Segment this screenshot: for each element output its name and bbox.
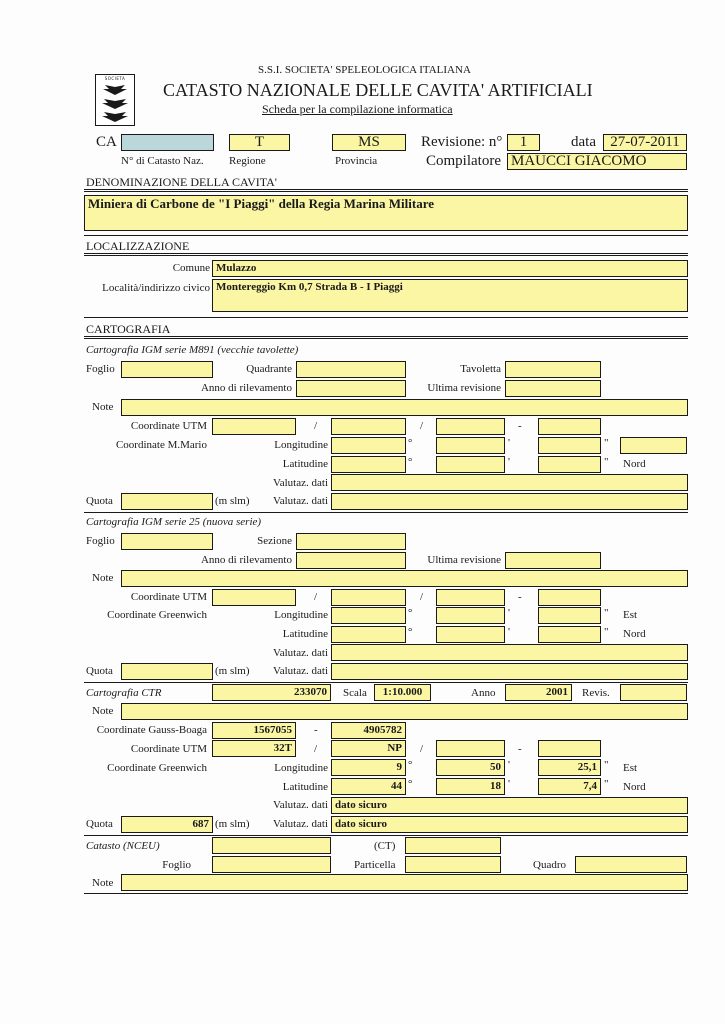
cartografia-heading: CARTOGRAFIA	[86, 322, 171, 336]
nceu-note-field[interactable]	[121, 874, 688, 891]
divider	[84, 682, 688, 683]
logo-text: SOCIETA	[104, 76, 126, 81]
ctr-scala-field[interactable]: 1:10.000	[374, 684, 431, 701]
ca-label: CA	[96, 134, 117, 150]
ctr-long-deg-field[interactable]: 9	[331, 759, 406, 776]
igm25-nord-label: Nord	[623, 628, 646, 640]
divider	[84, 253, 688, 256]
igm25-long-deg-field[interactable]	[331, 607, 406, 624]
igm25-est-label: Est	[623, 609, 638, 621]
igm891-valutaz-label: Valutaz. dati	[273, 477, 328, 489]
ctr-revis-label: Revis.	[582, 687, 610, 699]
igm891-long-min-field[interactable]	[436, 437, 505, 454]
igm891-title: Cartografia IGM serie M891 (vecchie tavolette)	[86, 344, 299, 356]
igm891-utm-x-field[interactable]	[436, 418, 505, 435]
ctr-title: Cartografia CTR	[86, 687, 162, 699]
igm25-utm-y-field[interactable]	[538, 589, 601, 606]
ctr-revis-field[interactable]	[620, 684, 687, 701]
ctr-note-label: Note	[92, 705, 114, 717]
igm25-valutaz2-field[interactable]	[331, 663, 688, 680]
igm25-utm-band-field[interactable]	[331, 589, 406, 606]
nceu-foglio-field[interactable]	[212, 856, 331, 873]
nceu-field[interactable]	[212, 837, 331, 854]
igm25-long-min-field[interactable]	[436, 607, 505, 624]
slash-sep: /	[314, 591, 318, 603]
igm891-utm-band-field[interactable]	[331, 418, 406, 435]
igm891-nord-label: Nord	[623, 458, 646, 470]
igm25-foglio-label: Foglio	[86, 535, 115, 547]
ctr-anno-field[interactable]: 2001	[505, 684, 572, 701]
igm891-quadrante-field[interactable]	[296, 361, 406, 378]
nceu-note-label: Note	[92, 877, 114, 889]
ctr-valutaz-label: Valutaz. dati	[273, 799, 328, 811]
nceu-quadro-label: Quadro	[533, 859, 566, 871]
ctr-scala-label: Scala	[343, 687, 367, 699]
igm891-lat-min-field[interactable]	[436, 456, 505, 473]
ctr-utm-band-field[interactable]: NP	[331, 740, 406, 757]
nceu-ct-field[interactable]	[405, 837, 501, 854]
igm891-anno-field[interactable]	[296, 380, 406, 397]
igm25-valutaz-field[interactable]	[331, 644, 688, 661]
ctr-utm-label: Coordinate UTM	[130, 743, 207, 755]
ssi-logo	[95, 74, 135, 126]
divider	[84, 512, 688, 513]
igm891-long-dir-field[interactable]	[620, 437, 687, 454]
data-label: data	[571, 134, 596, 150]
min-symbol: '	[508, 778, 510, 790]
dash-sep: -	[518, 591, 522, 603]
igm891-long-label: Longitudine	[274, 439, 328, 451]
ctr-lat-min-field[interactable]: 18	[436, 778, 505, 795]
page-subtitle: Scheda per la compilazione informatica	[262, 102, 453, 116]
igm891-lat-sec-field[interactable]	[538, 456, 601, 473]
ctr-lat-deg-field[interactable]: 44	[331, 778, 406, 795]
igm25-long-sec-field[interactable]	[538, 607, 601, 624]
igm891-utm-label: Coordinate UTM	[130, 420, 207, 432]
ctr-field[interactable]: 233070	[212, 684, 331, 701]
denominazione-heading: DENOMINAZIONE DELLA CAVITA'	[86, 175, 277, 189]
igm25-title: Cartografia IGM serie 25 (nuova serie)	[86, 516, 262, 528]
igm891-ultima-label: Ultima revisione	[427, 382, 501, 394]
ctr-note-field[interactable]	[121, 703, 688, 720]
sec-symbol: "	[604, 759, 609, 771]
igm891-tavoletta-label: Tavoletta	[460, 363, 501, 375]
igm891-utm-y-field[interactable]	[538, 418, 601, 435]
nceu-particella-field[interactable]	[405, 856, 501, 873]
slash-sep: /	[420, 420, 424, 432]
min-symbol: '	[508, 759, 510, 771]
igm25-foglio-field[interactable]	[121, 533, 213, 550]
igm25-lat-sec-field[interactable]	[538, 626, 601, 643]
nceu-ct-label: (CT)	[374, 840, 396, 852]
regione-field[interactable]: T	[229, 134, 290, 151]
bat-logo-icon	[96, 81, 134, 125]
igm25-utm-x-field[interactable]	[436, 589, 505, 606]
sec-symbol: "	[604, 778, 609, 790]
min-symbol: '	[508, 626, 510, 638]
slash-sep: /	[420, 743, 424, 755]
igm25-anno-label: Anno di rilevamento	[200, 554, 292, 566]
igm891-long-sec-field[interactable]	[538, 437, 601, 454]
revisione-field[interactable]: 1	[507, 134, 540, 151]
sec-symbol: "	[604, 456, 609, 468]
ctr-quota-field[interactable]: 687	[121, 816, 213, 833]
igm891-lat-deg-field[interactable]	[331, 456, 406, 473]
igm891-ultima-field[interactable]	[505, 380, 601, 397]
igm25-greenwich-label: Coordinate Greenwich	[107, 609, 207, 621]
page-title: CATASTO NAZIONALE DELLE CAVITA' ARTIFICIALI	[163, 80, 593, 100]
ctr-anno-label: Anno	[471, 687, 496, 699]
deg-symbol: °	[408, 759, 413, 771]
igm891-lat-label: Latitudine	[282, 458, 328, 470]
divider	[84, 317, 688, 318]
igm891-valutaz2-label: Valutaz. dati	[273, 495, 328, 507]
igm25-ultima-label: Ultima revisione	[427, 554, 501, 566]
igm25-valutaz-label: Valutaz. dati	[273, 647, 328, 659]
igm891-quadrante-label: Quadrante	[246, 363, 292, 375]
ctr-lat-sec-field[interactable]: 7,4	[538, 778, 601, 795]
igm25-mslm-label: (m slm)	[215, 665, 250, 677]
igm891-quota-label: Quota	[86, 495, 113, 507]
igm891-valutaz-field[interactable]	[331, 474, 688, 491]
provincia-label: Provincia	[335, 155, 378, 167]
igm891-tavoletta-field[interactable]	[505, 361, 601, 378]
igm891-long-deg-field[interactable]	[331, 437, 406, 454]
min-symbol: '	[508, 456, 510, 468]
igm25-sezione-label: Sezione	[257, 535, 292, 547]
divider	[84, 336, 688, 339]
catasto-field[interactable]	[121, 134, 214, 151]
society-name: S.S.I. SOCIETA' SPELEOLOGICA ITALIANA	[258, 64, 471, 76]
deg-symbol: °	[408, 456, 413, 468]
ctr-utm-zone-field[interactable]: 32T	[212, 740, 296, 757]
revisione-label: Revisione: n°	[421, 134, 503, 150]
igm25-utm-label: Coordinate UTM	[130, 591, 207, 603]
dash-sep: -	[518, 420, 522, 432]
deg-symbol: °	[408, 778, 413, 790]
igm25-long-label: Longitudine	[274, 609, 328, 621]
localizzazione-heading: LOCALIZZAZIONE	[86, 239, 190, 253]
divider	[84, 189, 688, 192]
ctr-lat-label: Latitudine	[282, 781, 328, 793]
comune-label: Comune	[172, 262, 210, 274]
igm25-lat-label: Latitudine	[282, 628, 328, 640]
nceu-title: Catasto (NCEU)	[86, 840, 160, 852]
igm891-note-field[interactable]	[121, 399, 688, 416]
sec-symbol: "	[604, 437, 609, 449]
igm891-mslm-label: (m slm)	[215, 495, 250, 507]
regione-label: Regione	[229, 155, 266, 167]
comune-field[interactable]: Mulazzo	[212, 260, 688, 277]
data-field[interactable]: 27-07-2011	[603, 134, 687, 151]
ctr-long-sec-field[interactable]: 25,1	[538, 759, 601, 776]
ctr-nord-label: Nord	[623, 781, 646, 793]
divider	[84, 893, 688, 894]
igm891-anno-label: Anno di rilevamento	[200, 382, 292, 394]
igm25-quota-label: Quota	[86, 665, 113, 677]
ctr-mslm-label: (m slm)	[215, 818, 250, 830]
igm25-sezione-field[interactable]	[296, 533, 406, 550]
ctr-long-min-field[interactable]: 50	[436, 759, 505, 776]
igm891-foglio-field[interactable]	[121, 361, 213, 378]
ctr-utm-y-field[interactable]	[538, 740, 601, 757]
igm891-valutaz2-field[interactable]	[331, 493, 688, 510]
min-symbol: '	[508, 437, 510, 449]
slash-sep: /	[314, 743, 318, 755]
localita-label: Località/indirizzo civico	[102, 282, 210, 294]
provincia-field[interactable]: MS	[332, 134, 406, 151]
igm891-note-label: Note	[92, 401, 114, 413]
deg-symbol: °	[408, 437, 413, 449]
dash-sep: -	[314, 724, 318, 736]
denominazione-field[interactable]: Miniera di Carbone de "I Piaggi" della Regia Marina Militare	[84, 195, 688, 231]
igm25-anno-field[interactable]	[296, 552, 406, 569]
slash-sep: /	[314, 420, 318, 432]
compilatore-field[interactable]: MAUCCI GIACOMO	[507, 153, 687, 170]
igm891-utm-zone-field[interactable]	[212, 418, 296, 435]
min-symbol: '	[508, 607, 510, 619]
igm25-lat-min-field[interactable]	[436, 626, 505, 643]
nceu-foglio-label: Foglio	[162, 859, 191, 871]
igm25-ultima-field[interactable]	[505, 552, 601, 569]
nceu-particella-label: Particella	[354, 859, 396, 871]
ctr-utm-x-field[interactable]	[436, 740, 505, 757]
ctr-gauss-y-field[interactable]: 4905782	[331, 722, 406, 739]
catasto-label: N° di Catasto Naz.	[121, 155, 204, 167]
localita-field[interactable]: Montereggio Km 0,7 Strada B - I Piaggi	[212, 279, 688, 312]
deg-symbol: °	[408, 607, 413, 619]
igm25-utm-zone-field[interactable]	[212, 589, 296, 606]
ctr-valutaz-field[interactable]: dato sicuro	[331, 797, 688, 814]
igm891-quota-field[interactable]	[121, 493, 213, 510]
ctr-gauss-label: Coordinate Gauss-Boaga	[96, 724, 207, 736]
igm25-note-field[interactable]	[121, 570, 688, 587]
ctr-gauss-x-field[interactable]: 1567055	[212, 722, 296, 739]
sec-symbol: "	[604, 607, 609, 619]
divider	[84, 235, 688, 236]
sec-symbol: "	[604, 626, 609, 638]
igm25-note-label: Note	[92, 572, 114, 584]
igm891-foglio-label: Foglio	[86, 363, 115, 375]
ctr-quota-label: Quota	[86, 818, 113, 830]
slash-sep: /	[420, 591, 424, 603]
ctr-greenwich-label: Coordinate Greenwich	[107, 762, 207, 774]
dash-sep: -	[518, 743, 522, 755]
ctr-valutaz2-label: Valutaz. dati	[273, 818, 328, 830]
ctr-est-label: Est	[623, 762, 638, 774]
igm25-lat-deg-field[interactable]	[331, 626, 406, 643]
deg-symbol: °	[408, 626, 413, 638]
igm891-mmario-label: Coordinate M.Mario	[115, 439, 207, 451]
igm25-valutaz2-label: Valutaz. dati	[273, 665, 328, 677]
nceu-quadro-field[interactable]	[575, 856, 687, 873]
ctr-long-label: Longitudine	[274, 762, 328, 774]
compilatore-label: Compilatore	[426, 153, 501, 169]
igm25-quota-field[interactable]	[121, 663, 213, 680]
divider	[84, 835, 688, 836]
ctr-valutaz2-field[interactable]: dato sicuro	[331, 816, 688, 833]
